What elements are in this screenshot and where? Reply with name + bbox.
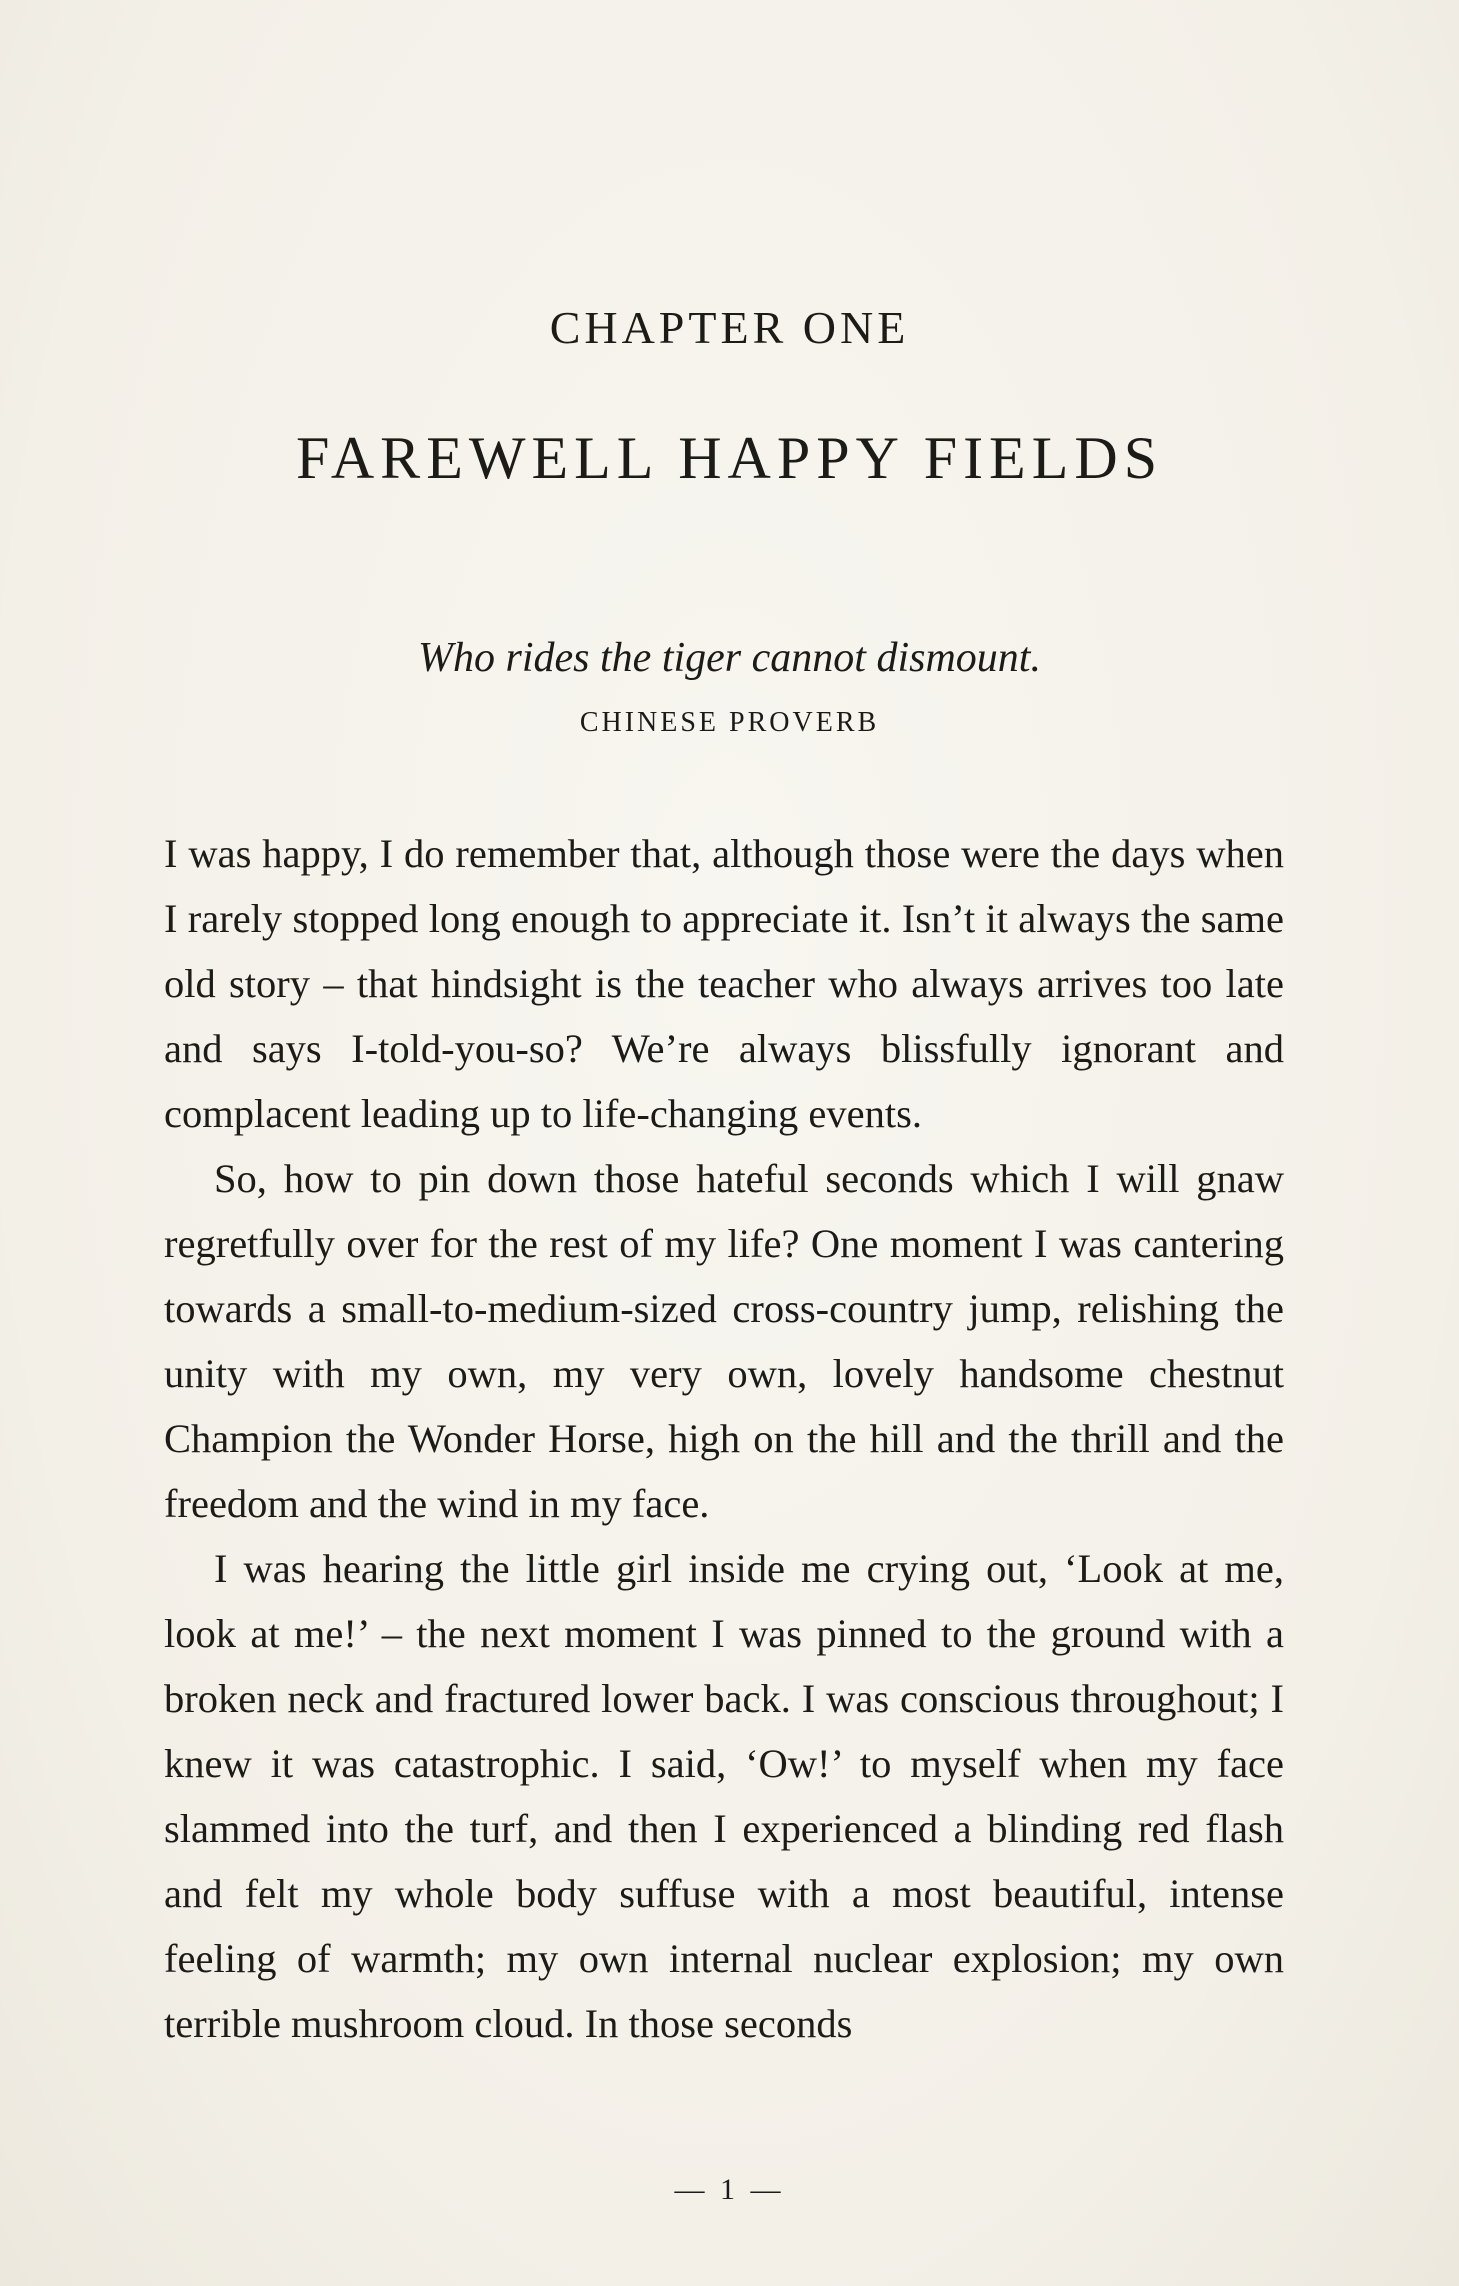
epigraph-quote: Who rides the tiger cannot dismount.	[418, 635, 1041, 681]
chapter-title: FAREWELL HAPPY FIELDS	[295, 425, 1164, 491]
epigraph-source: CHINESE PROVERB	[579, 707, 880, 738]
paragraph: So, how to pin down those hateful seconds which I will gnaw regretfully over for the rest of my life? One moment I was cantering towards a small-to-medium-sized cross-country jump, relishing the unity with my own, my very own, lovely handsome chestnut Champion the Wonder Horse, high on the hill and the thrill and the freedom and the wind in my face.	[164, 1156, 1284, 1526]
body-text	[164, 821, 1284, 2056]
page-number: — 1 —	[674, 2173, 785, 2206]
paragraph: I was happy, I do remember that, although those were the days when I rarely stopped long enough to appreciate it. Isn’t it always the same old story – that hindsight is the teacher who always arrives too late and says I-told-you-so? We’re always blissfully ignorant and complacent leading up to life-changing events.	[164, 831, 1284, 1136]
paragraph: I was hearing the little girl inside me crying out, ‘Look at me, look at me!’ – the next moment I was pinned to the ground with a broken neck and fractured lower back. I was conscious throughout; I knew it was catastrophic. I said, ‘Ow!’ to myself when my face slammed into the turf, and then I experienced a blinding red flash and felt my whole body suffuse with a most beautiful, intense feeling of warmth; my own internal nuclear explosion; my own terrible mushroom cloud. In those seconds	[164, 1546, 1284, 2046]
chapter-label: CHAPTER ONE	[549, 302, 910, 353]
